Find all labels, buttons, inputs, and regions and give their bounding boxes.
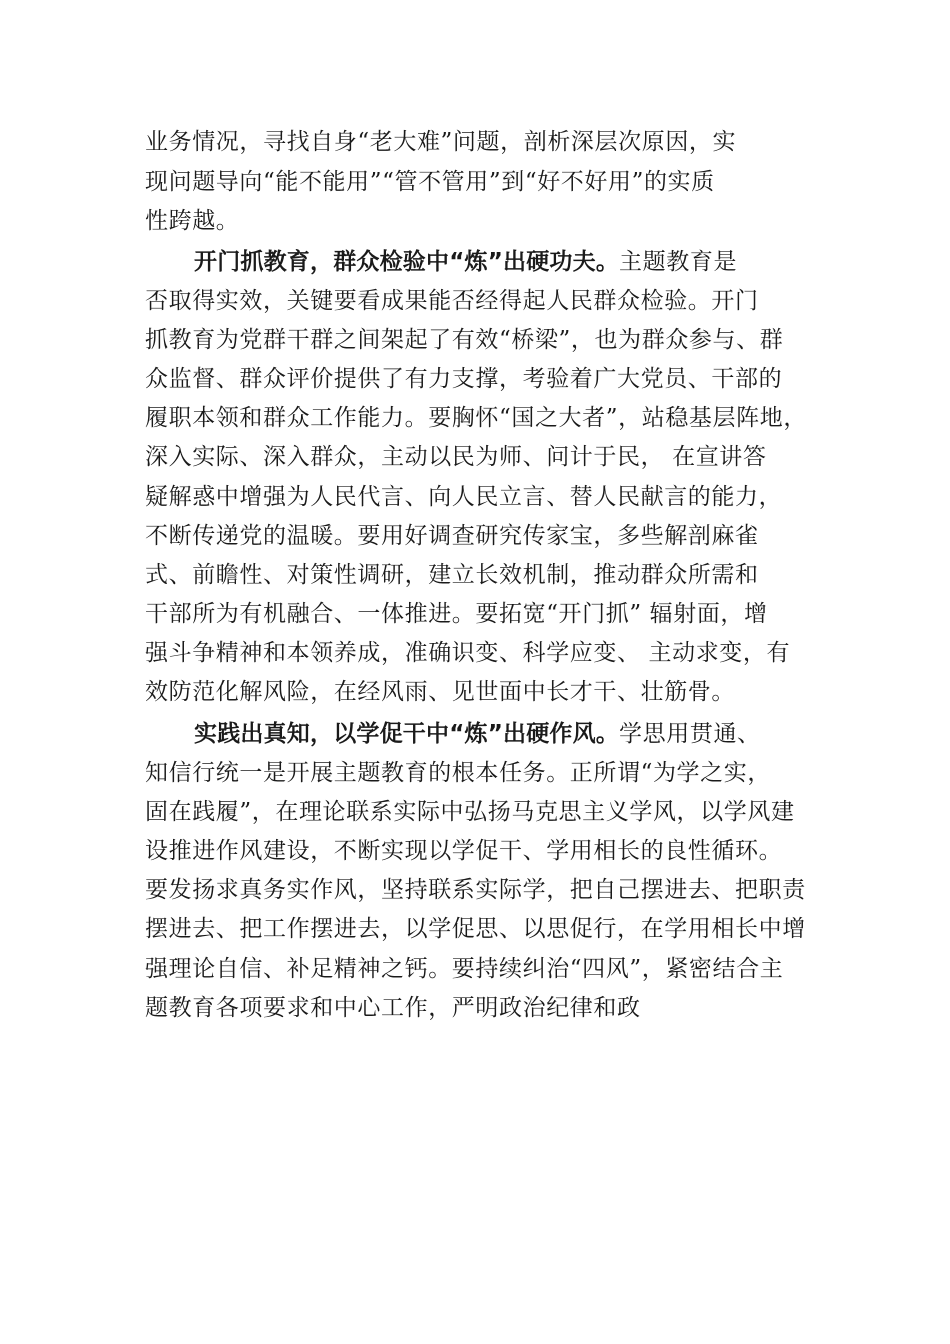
text-line: 强斗争精神和本领养成，准确识变、科学应变、 主动求变，有 xyxy=(145,640,791,666)
paragraph-heading: 开门抓教育，群众检验中“炼”出硬功夫。 xyxy=(194,249,620,275)
text-line: 现问题导向“能不能用”“管不管用”到“好不好用”的实质 xyxy=(145,169,715,195)
paragraph-heading: 实践出真知，以学促干中“炼”出硬作风。 xyxy=(194,721,620,747)
text-line: 干部所为有机融合、一体推进。要拓宽“开门抓” 辐射面，增 xyxy=(145,601,768,627)
text-line: 众监督、群众评价提供了有力支撑，考验着广大党员、干部的 xyxy=(145,366,783,392)
text-line: 固在践履”，在理论联系实际中弘扬马克思主义学风，以学风建 xyxy=(145,799,795,825)
text-line: 性跨越。 xyxy=(145,208,240,234)
text-line: 否取得实效，关键要看成果能否经得起人民群众检验。开门 xyxy=(145,288,759,314)
text-line: 设推进作风建设，不断实现以学促干、学用相长的良性循环。 xyxy=(145,838,783,864)
text-line: 效防范化解风险，在经风雨、见世面中长才干、壮筋骨。 xyxy=(145,679,735,705)
text-line: 摆进去、把工作摆进去，以学促思、以思促行，在学用相长中增 xyxy=(145,916,806,942)
text-line: 要发扬求真务实作风，坚持联系实际学，把自己摆进去、把职责 xyxy=(145,877,806,903)
text-line: 知信行统一是开展主题教育的根本任务。正所谓“为学之实， xyxy=(145,760,771,786)
text-line: 履职本领和群众工作能力。要胸怀“国之大者”，站稳基层阵地， xyxy=(145,405,807,431)
text-line: 深入实际、深入群众，主动以民为师、问计于民， 在宣讲答 xyxy=(145,444,767,470)
text-line: 式、前瞻性、对策性调研，建立长效机制，推动群众所需和 xyxy=(145,562,759,588)
paragraph-first-line xyxy=(194,714,834,754)
paragraph-first-line xyxy=(194,242,834,282)
text-line: 题教育各项要求和中心工作，严明政治纪律和政 xyxy=(145,995,641,1021)
text-line: 强理论自信、补足精神之钙。要持续纠治“四风”，紧密结合主 xyxy=(145,956,784,982)
text-line: 疑解惑中增强为人民代言、向人民立言、替人民献言的能力， xyxy=(145,484,783,510)
text-line: 抓教育为党群干群之间架起了有效“桥梁”，也为群众参与、群 xyxy=(145,327,784,353)
text-fragment: 学思用贯通、 xyxy=(619,721,761,747)
text-line: 不断传递党的温暖。要用好调查研究传家宝，多些解剖麻雀 xyxy=(145,523,759,549)
text-line: 业务情况，寻找自身“老大难”问题，剖析深层次原因，实 xyxy=(145,129,737,155)
text-fragment: 主题教育是 xyxy=(619,249,738,275)
